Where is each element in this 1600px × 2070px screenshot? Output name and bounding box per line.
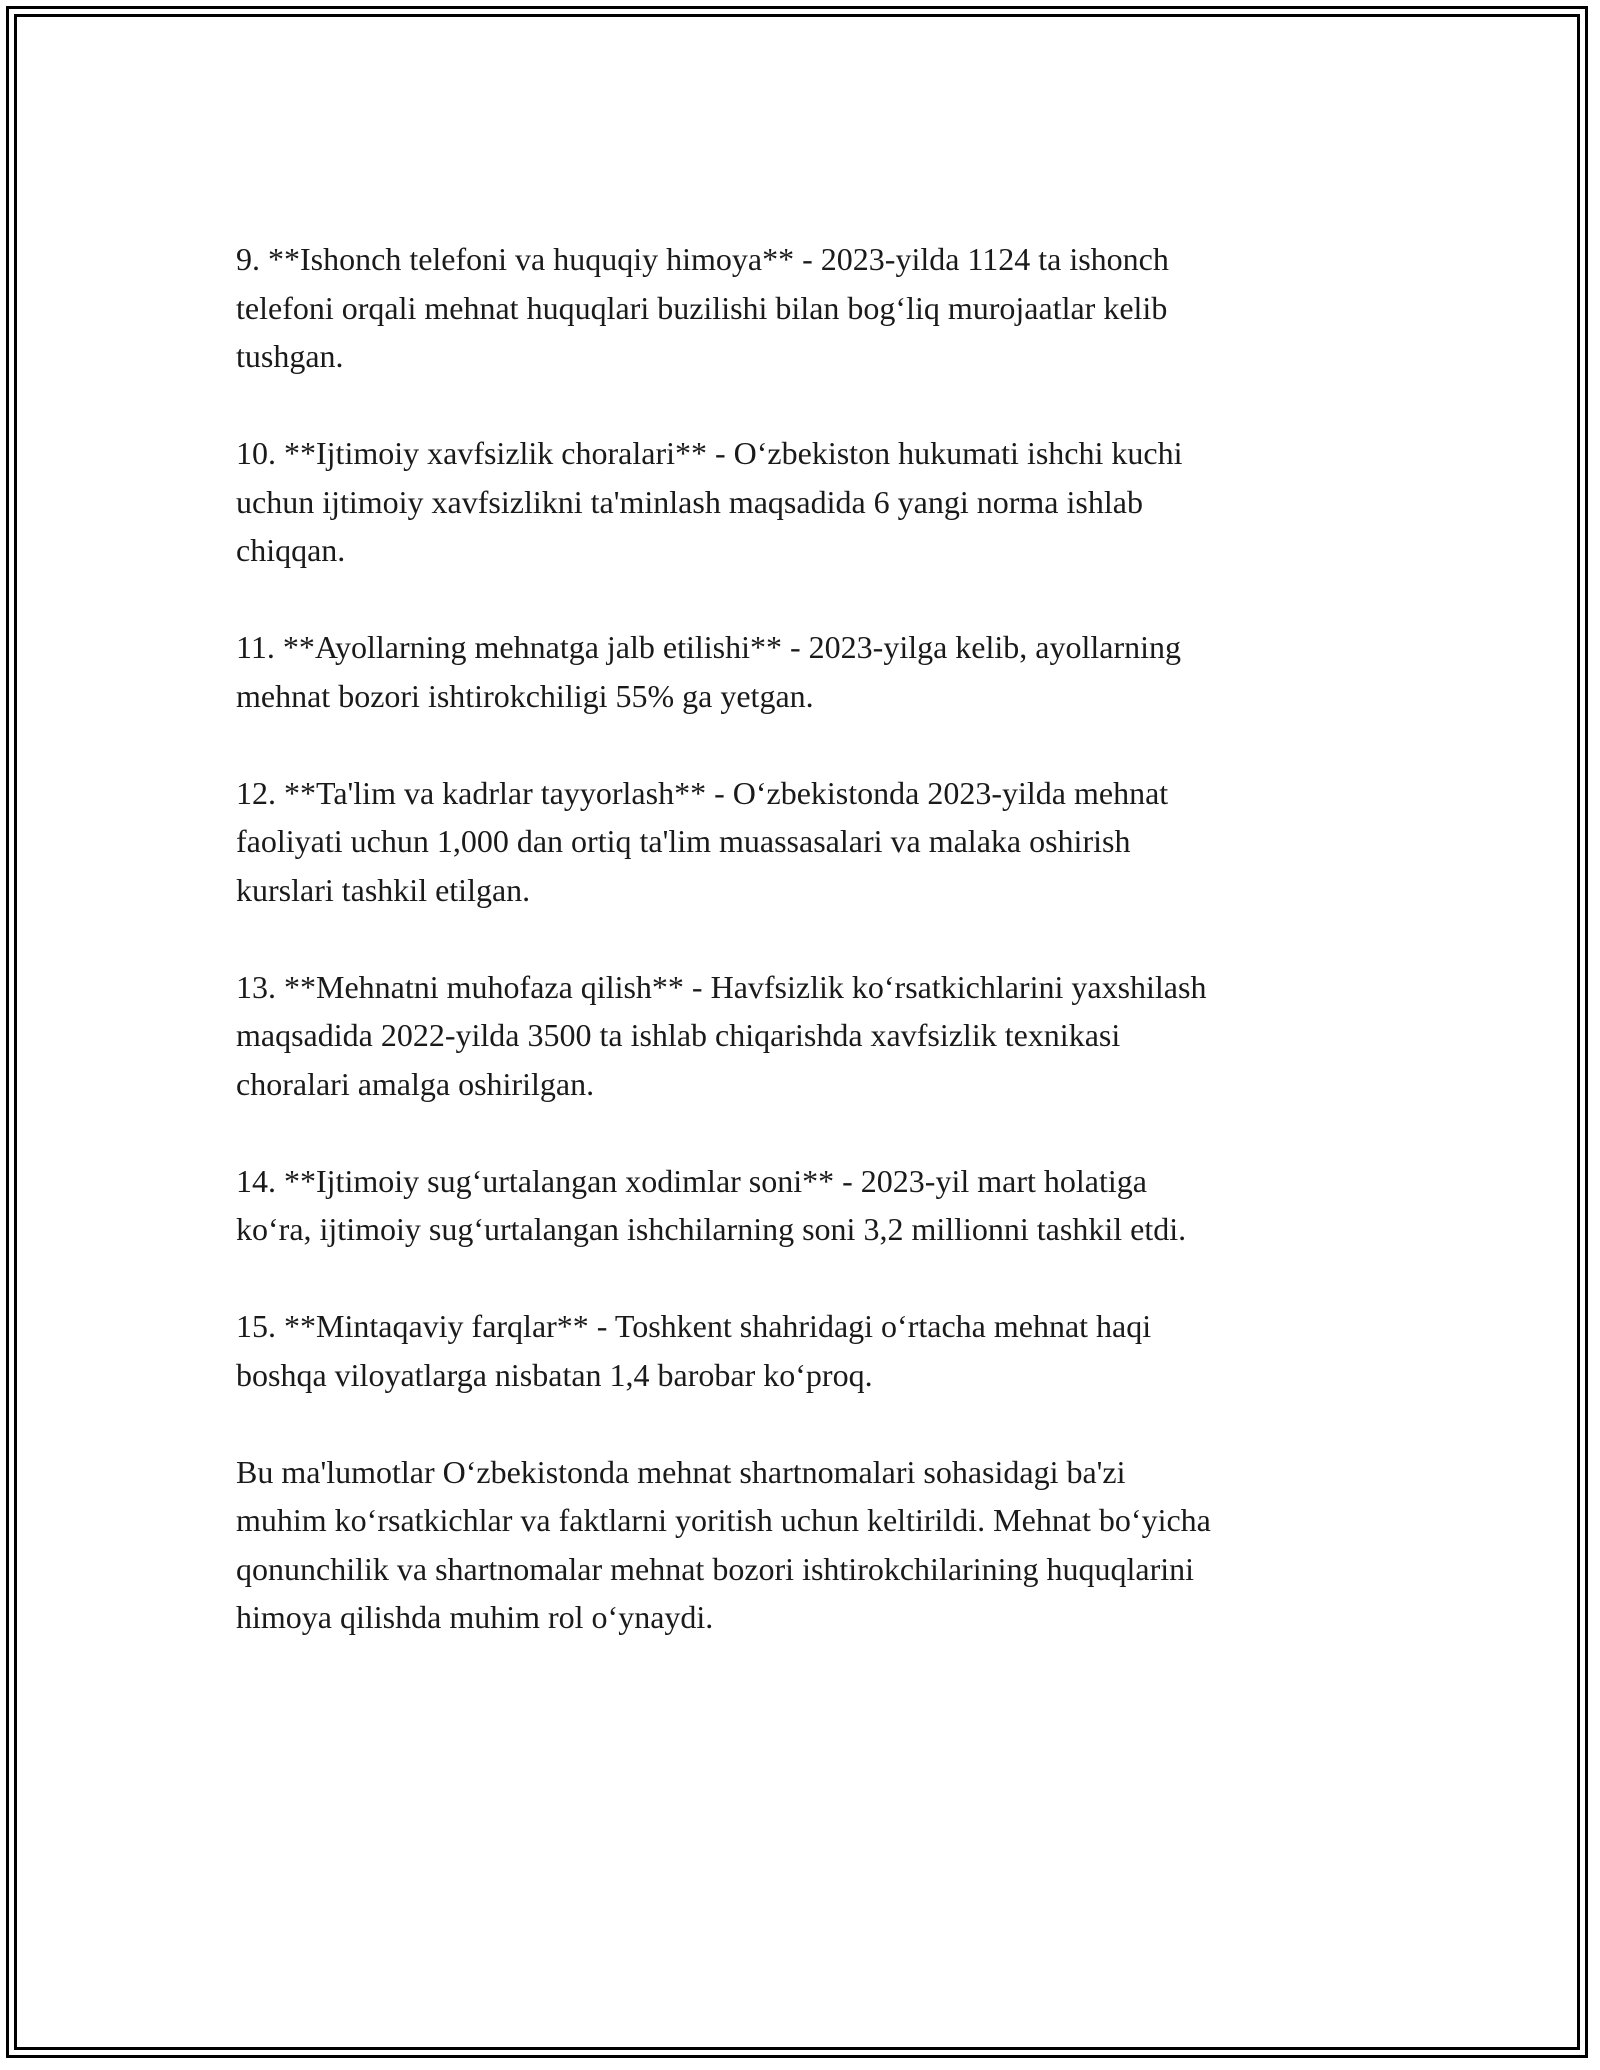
conclusion-paragraph: Bu ma'lumotlar O‘zbekistonda mehnat shartnomalari sohasidagi ba'zi muhim ko‘rsatkichlar va faktlarni yoritish uchun keltirildi. Mehnat bo‘yicha qonunchilik va shartnomalar mehnat bozori ishtirokchilarining huquqlarini himoya qilishda muhim rol o‘ynaydi. [236,1453,1211,1635]
list-item-11: 11. **Ayollarning mehnatga jalb etilishi** - 2023-yilga kelib, ayollarning mehnat bozori ishtirokchiligi 55% ga yetgan. [236,629,1182,714]
list-item-9: 9. **Ishonch telefoni va huquqiy himoya** - 2023-yilda 1124 ta ishonch telefoni orqali mehnat huquqlari buzilishi bilan bog‘liq murojaatlar kelib tushgan. [236,241,1169,374]
list-item-10: 10. **Ijtimoiy xavfsizlik choralari** - O‘zbekiston hukumati ishchi kuchi uchun ijtimoiy xavfsizlikni ta'minlash maqsadida 6 yangi norma ishlab chiqqan. [236,435,1183,568]
list-item-15: 15. **Mintaqaviy farqlar** - Toshkent shahridagi o‘rtacha mehnat haqi boshqa viloyatlarga nisbatan 1,4 barobar ko‘proq. [236,1308,1152,1393]
list-item-14: 14. **Ijtimoiy sug‘urtalangan xodimlar soni** - 2023-yil mart holatiga ko‘ra, ijtimoiy sug‘urtalangan ishchilarning soni 3,2 millionni tashkil etdi. [236,1162,1187,1247]
list-item-12: 12. **Ta'lim va kadrlar tayyorlash** - O‘zbekistonda 2023-yilda mehnat faoliyati uchun 1,000 dan ortiq ta'lim muassasalari va malaka oshirish kurslari tashkil etilgan. [236,774,1169,908]
list-item-13: 13. **Mehnatni muhofaza qilish** - Havfsizlik ko‘rsatkichlarini yaxshilash maqsadida 2022-yilda 3500 ta ishlab chiqarishda xavfsizlik texnikasi choralari amalga oshirilgan. [236,968,1207,1102]
document-body [236,235,1376,1690]
